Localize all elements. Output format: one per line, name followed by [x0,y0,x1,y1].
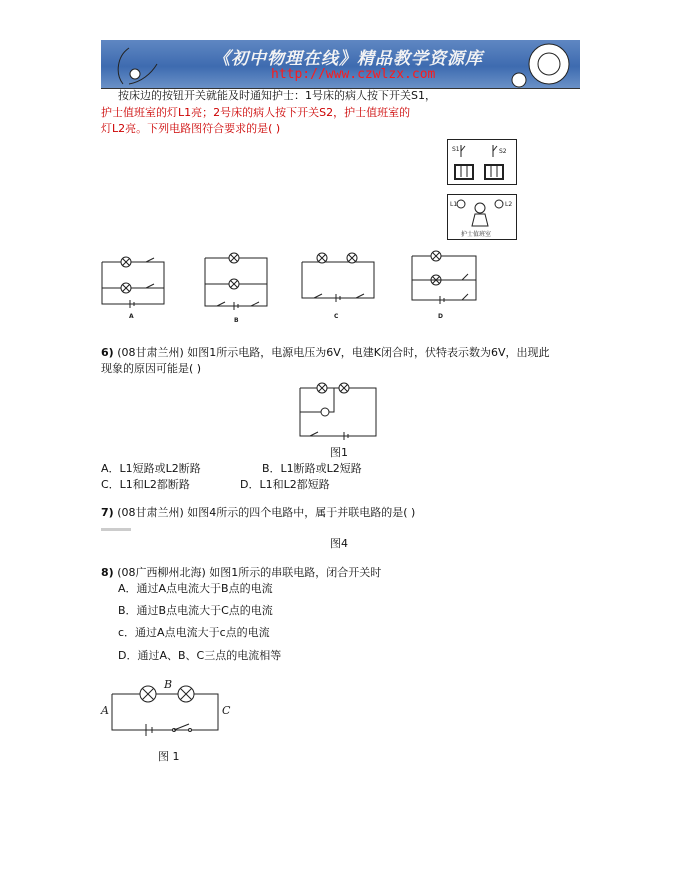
circuit-d [408,248,480,322]
circuit-c [300,250,380,322]
q6-line1 [101,346,550,360]
q5-line3: 灯L2亮。下列电路图符合要求的是( ) [101,122,281,135]
sunflower-icon [509,40,580,88]
ref-l2-label: L2 [505,201,513,208]
banner-title: 《初中物理在线》精品教学资源库 [213,49,483,69]
q8-option-a: A．通过A点电流大于B点的电流 [118,582,273,595]
q8-option-c: c．通过A点电流大于c点的电流 [118,626,270,639]
circuit-d-label: D [438,313,443,320]
point-c-label: C [222,704,231,717]
ref-s2-label: S2 [499,148,507,155]
ref-caption: 护士值班室 [461,231,492,238]
q8-number: 8) [101,566,114,579]
q8-circuit-figure [98,676,238,740]
ref-nurse-figure [447,194,517,240]
circuit-c-label: C [334,313,339,320]
q7-text: (08甘肃兰州) 如图4所示的四个电路中，属于并联电路的是( ) [117,506,416,519]
q7-line [101,506,415,520]
q7-number: 7) [101,506,114,519]
ref-l1-label: L1 [450,201,458,208]
logo-icon [105,44,165,86]
q6-option-a: A．L1短路或L2断路 [101,462,201,475]
q6-text: (08甘肃兰州) 如图1所示电路，电源电压为6V，电建K闭合时，伏特表示数为6V，出现此 [117,346,550,359]
banner-url[interactable]: http://www.czwlzx.com [271,67,436,82]
q6-number: 6) [101,346,114,359]
circuit-a [100,250,170,320]
q8-text: (08广西柳州北海) 如图1所示的串联电路，闭合开关时 [117,566,382,579]
q6-option-c: C．L1和L2都断路 [101,478,190,491]
header-banner [101,40,580,89]
q6-option-d: D．L1和L2都短路 [240,478,330,491]
q6-line2: 现象的原因可能是( ) [101,362,202,375]
q8-line [101,566,381,580]
q8-option-b: B．通过B点电流大于C点的电流 [118,604,273,617]
ref-s1-label: S1 [452,146,460,153]
circuit-a-label: A [129,313,134,320]
ref-switches-figure [447,139,517,185]
circuit-b-label: B [234,317,239,324]
point-a-label: A [101,704,109,717]
q7-figure-caption: 图4 [330,537,348,550]
q7-image-placeholder [101,528,131,531]
q5-line1: 按床边的按钮开关就能及时通知护士：1号床的病人按下开关S1， [118,89,436,102]
q5-line2: 护士值班室的灯L1亮；2号床的病人按下开关S2，护士值班室的 [101,106,411,119]
q6-option-b: B．L1断路或L2短路 [262,462,362,475]
circuit-b [203,254,273,326]
q6-figure-caption: 图1 [330,446,348,459]
q8-option-d: D．通过A、B、C三点的电流相等 [118,649,282,662]
q8-figure-caption: 图 1 [158,750,180,763]
q6-circuit-figure [296,378,380,440]
point-b-label: B [164,678,173,691]
